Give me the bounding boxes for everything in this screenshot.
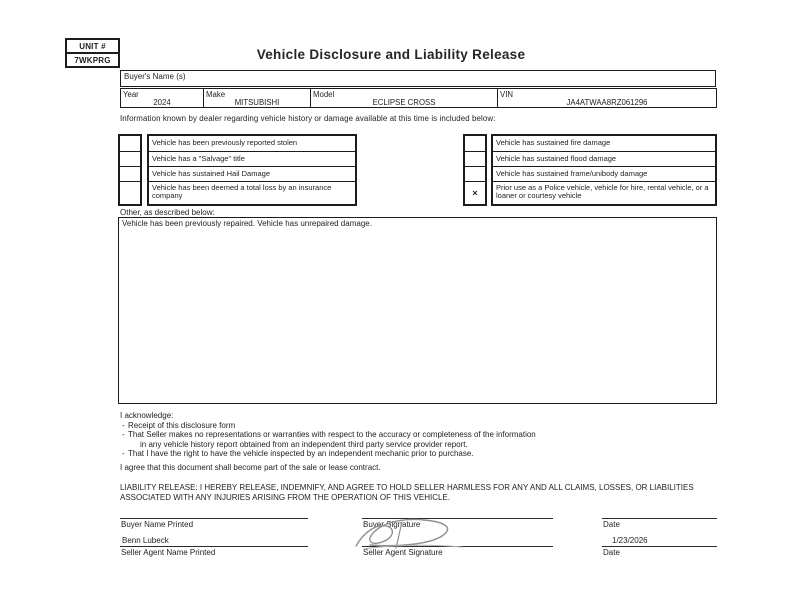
left-checkbox-labels xyxy=(147,134,357,206)
left-checkbox-column xyxy=(118,134,142,206)
checkbox-flood[interactable] xyxy=(465,151,485,166)
buyer-date-field[interactable] xyxy=(602,518,717,529)
label-fire: Vehicle has sustained fire damage xyxy=(496,138,611,147)
seller-agent-name-value: Benn Lubeck xyxy=(122,536,169,545)
acknowledgment-section xyxy=(120,411,700,459)
agreement-statement: I agree that this document shall become part of the sale or lease contract. xyxy=(120,463,381,472)
ack-bullet-2: - That Seller makes no representations or warranties with respect to the accuracy or completeness of the information xyxy=(122,430,536,440)
vin-value: JA4ATWAA8RZ061296 xyxy=(566,98,648,107)
model-value: ECLIPSE CROSS xyxy=(372,98,436,107)
label-total-loss: Vehicle has been deemed a total loss by an insurance company xyxy=(149,181,355,204)
buyer-signature-field[interactable] xyxy=(362,518,553,529)
liability-release-statement: LIABILITY RELEASE: I HEREBY RELEASE, INDEMNIFY, AND AGREE TO HOLD SELLER HARMLESS FOR ANY AND ALL CLAIMS, LOSSES, OR LIABILITIES ASSOCIATED WITH ANY INJURIES ARISING FROM THE OPERATION OF THIS VEHICLE. xyxy=(120,483,694,502)
label-salvage: Vehicle has a "Salvage" title xyxy=(149,151,355,166)
seller-date-label: Date xyxy=(603,548,620,557)
disclosure-intro: Information known by dealer regarding vehicle history or damage available at this time is included below: xyxy=(120,114,496,123)
buyer-date-label: Date xyxy=(603,520,620,529)
buyer-signature-label: Buyer Signature xyxy=(363,520,421,529)
make-value: MITSUBISHI xyxy=(234,98,280,107)
make-label: Make xyxy=(206,90,226,99)
checkbox-salvage[interactable] xyxy=(120,151,140,166)
ack-bullet-1: - Receipt of this disclosure form xyxy=(122,420,236,430)
unit-label: UNIT # xyxy=(79,41,106,51)
right-checkbox-column xyxy=(463,134,487,206)
seller-agent-signature-label: Seller Agent Signature xyxy=(363,548,443,557)
seller-agent-name-field[interactable] xyxy=(120,536,308,557)
year-label: Year xyxy=(123,90,139,99)
other-description-text: Vehicle has been previously repaired. Vehicle has unrepaired damage. xyxy=(122,219,372,228)
model-label: Model xyxy=(313,90,335,99)
unit-value: 7WKPRG xyxy=(67,52,118,66)
checkbox-prior-use[interactable]: × xyxy=(465,181,485,204)
seller-agent-name-label: Seller Agent Name Printed xyxy=(121,548,216,557)
vehicle-vin-cell xyxy=(498,89,717,108)
seller-date-field[interactable] xyxy=(602,536,717,557)
checkbox-fire[interactable] xyxy=(465,136,485,151)
vehicle-year-cell xyxy=(121,89,204,108)
vehicle-model-cell xyxy=(311,89,498,108)
seller-date-value: 1/23/2026 xyxy=(612,536,648,545)
label-flood: Vehicle has sustained flood damage xyxy=(493,151,715,166)
seller-agent-signature-field[interactable] xyxy=(362,536,553,557)
label-hail: Vehicle has sustained Hail Damage xyxy=(149,166,355,181)
bullet-dash: - xyxy=(122,449,125,459)
buyer-name-printed-field[interactable] xyxy=(120,518,308,529)
seller-agent-signature-value xyxy=(362,536,553,546)
bullet-dash: - xyxy=(122,430,125,440)
right-checkbox-labels xyxy=(491,134,717,206)
label-prior-use: Prior use as a Police vehicle, vehicle for hire, rental vehicle, or a loaner or courtesy vehicle xyxy=(493,181,715,204)
bullet-dash: - xyxy=(122,420,125,430)
label-stolen: Vehicle has been previously reported stolen xyxy=(152,138,298,147)
ack-heading: I acknowledge: xyxy=(120,411,174,420)
ack-bullet-2-continuation: in any vehicle history report obtained from an independent third party service provider report. xyxy=(140,439,468,449)
checkbox-stolen[interactable] xyxy=(120,136,140,151)
vehicle-make-cell xyxy=(204,89,311,108)
checkbox-hail[interactable] xyxy=(120,166,140,181)
page-title: Vehicle Disclosure and Liability Release xyxy=(256,47,526,62)
ack-bullet-3: - That I have the right to have the vehicle inspected by an independent mechanic prior to purchase. xyxy=(122,449,474,459)
buyer-name-printed-label: Buyer Name Printed xyxy=(121,520,194,529)
year-value: 2024 xyxy=(153,98,171,107)
other-description-field[interactable] xyxy=(118,217,717,404)
label-frame: Vehicle has sustained frame/unibody damage xyxy=(493,166,715,181)
other-label: Other, as described below: xyxy=(120,208,215,217)
vin-label: VIN xyxy=(500,90,513,99)
buyer-name-label: Buyer's Name (s) xyxy=(124,72,186,81)
checkbox-total-loss[interactable] xyxy=(120,181,140,204)
checkbox-frame[interactable] xyxy=(465,166,485,181)
buyer-name-field[interactable] xyxy=(120,70,716,87)
vehicle-info-table xyxy=(120,88,717,108)
